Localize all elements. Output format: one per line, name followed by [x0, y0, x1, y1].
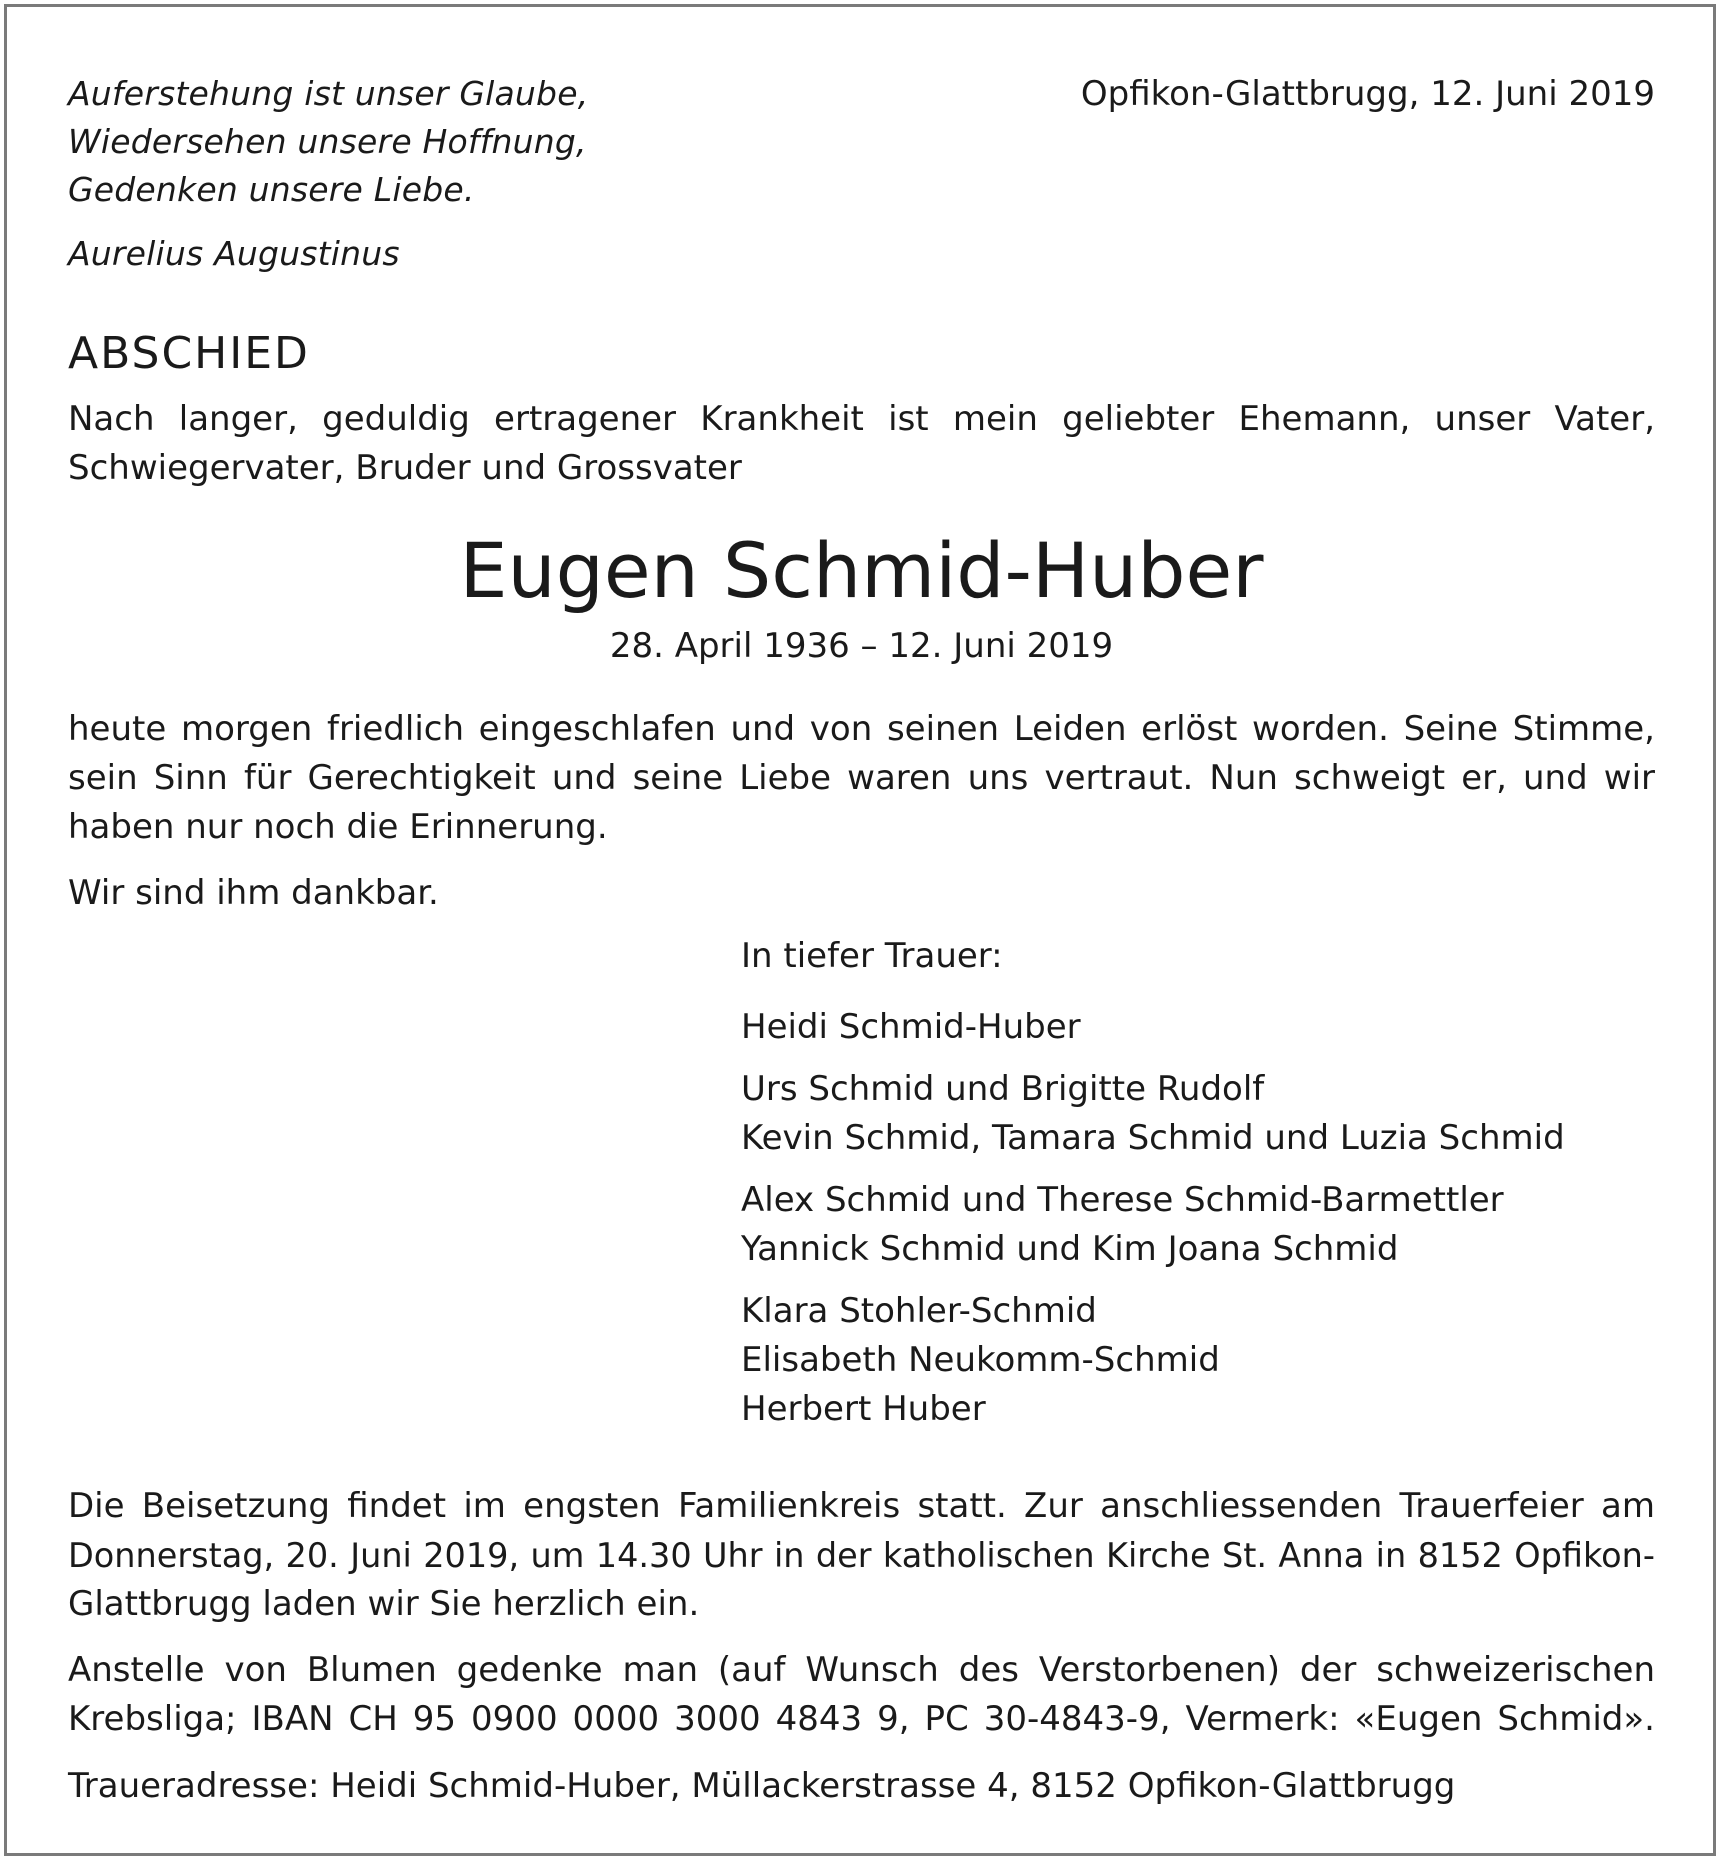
mourner-name: Kevin Schmid, Tamara Schmid und Luzia Schmid: [741, 1118, 1565, 1158]
quote-block: [68, 70, 588, 278]
mourner-name: Yannick Schmid und Kim Joana Schmid: [741, 1229, 1399, 1269]
life-dates: 28. April 1936 – 12. Juni 2019: [609, 626, 1114, 666]
message-line: heute morgen friedlich eingeschlafen und von seinen Leiden erlöst worden. Seine Stimme,: [68, 709, 1655, 749]
message-line: sein Sinn für Gerechtigkeit und seine Liebe waren uns vertraut. Nun schweigt er, und wir: [68, 758, 1655, 798]
thanks-line: Wir sind ihm dankbar.: [68, 873, 439, 913]
mourner-group: [741, 1176, 1565, 1274]
mourner-group: [741, 1065, 1565, 1163]
mourner-group: [741, 1003, 1565, 1052]
mourner-name: Klara Stohler-Schmid: [741, 1291, 1097, 1331]
funeral-paragraph: [68, 1482, 1655, 1629]
mourner-group: [741, 1287, 1565, 1434]
mourner-name: Heidi Schmid-Huber: [741, 1007, 1081, 1047]
funeral-line: Die Beisetzung findet im engsten Familienkreis statt. Zur anschliessenden Trauerfeier am: [68, 1486, 1655, 1526]
mourner-name: Alex Schmid und Therese Schmid-Barmettler: [741, 1180, 1504, 1220]
intro-line: Schwiegervater, Bruder und Grossvater: [68, 448, 742, 488]
mourner-name: Herbert Huber: [741, 1389, 986, 1429]
donation-line: Anstelle von Blumen gedenke man (auf Wunsch des Verstorbenen) der schweizerischen: [68, 1650, 1655, 1690]
notice-heading: ABSCHIED: [68, 328, 310, 379]
place-date: Opfikon-Glattbrugg, 12. Juni 2019: [1080, 74, 1655, 114]
quote-line: Gedenken unsere Liebe.: [68, 170, 475, 209]
mourners-title: In tiefer Trauer:: [741, 936, 1003, 976]
funeral-line: Glattbrugg laden wir Sie herzlich ein.: [68, 1584, 700, 1624]
donation-paragraph: [68, 1646, 1655, 1744]
quote-line: Wiedersehen unsere Hoffnung,: [68, 122, 587, 161]
donation-line: Krebsliga; IBAN CH 95 0900 0000 3000 4843 9, PC 30-4843-9, Vermerk: «Eugen Schmid».: [68, 1699, 1655, 1739]
message-line: haben nur noch die Erinnerung.: [68, 807, 608, 847]
mourners-block: [741, 932, 1565, 1434]
quote-line: Auferstehung ist unser Glaube,: [68, 74, 589, 113]
intro-line: Nach langer, geduldig ertragener Krankheit ist mein geliebter Ehemann, unser Vater,: [68, 399, 1655, 439]
mourner-name: Urs Schmid und Brigitte Rudolf: [741, 1069, 1265, 1109]
deceased-name: Eugen Schmid-Huber: [459, 526, 1264, 615]
quote-author: Aurelius Augustinus: [68, 234, 400, 273]
intro-paragraph: [68, 395, 1655, 493]
message-paragraph: [68, 705, 1655, 852]
mourner-name: Elisabeth Neukomm-Schmid: [741, 1340, 1220, 1380]
funeral-line: Donnerstag, 20. Juni 2019, um 14.30 Uhr in der katholischen Kirche St. Anna in 8152 Opfikon-: [68, 1536, 1655, 1575]
mourning-address: Traueradresse: Heidi Schmid-Huber, Müllackerstrasse 4, 8152 Opfikon-Glattbrugg: [68, 1766, 1456, 1806]
